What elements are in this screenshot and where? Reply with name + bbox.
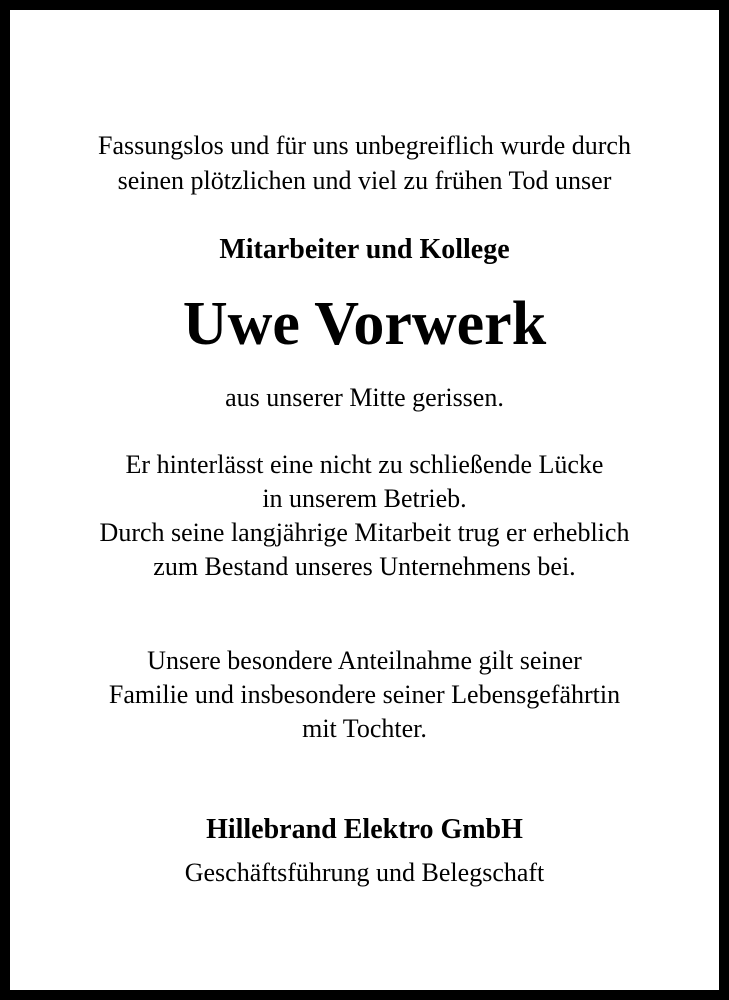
tribute-line-1: Er hinterlässt eine nicht zu schließende Lücke — [125, 450, 604, 479]
deceased-name: Uwe Vorwerk — [182, 290, 547, 358]
tribute-line-3: Durch seine langjährige Mitarbeit trug er erheblich — [99, 518, 630, 547]
condolence-line-2: Familie und insbesondere seiner Lebensgefährtin — [108, 680, 621, 709]
company-name: Hillebrand Elektro GmbH — [206, 814, 523, 845]
tribute-line-4: zum Bestand unseres Unternehmens bei. — [153, 552, 576, 581]
role-heading: Mitarbeiter und Kollege — [219, 234, 510, 265]
condolence-line-3: mit Tochter. — [302, 714, 427, 743]
intro-line-2: seinen plötzlichen und viel zu frühen Tod unser — [117, 166, 612, 195]
intro-line-1: Fassungslos und für uns unbegreiflich wurde durch — [98, 131, 631, 160]
tribute-line-2: in unserem Betrieb. — [262, 484, 467, 513]
signatories: Geschäftsführung und Belegschaft — [184, 858, 545, 887]
condolence-line-1: Unsere besondere Anteilnahme gilt seiner — [147, 646, 582, 675]
torn-from-line: aus unserer Mitte gerissen. — [225, 383, 504, 412]
